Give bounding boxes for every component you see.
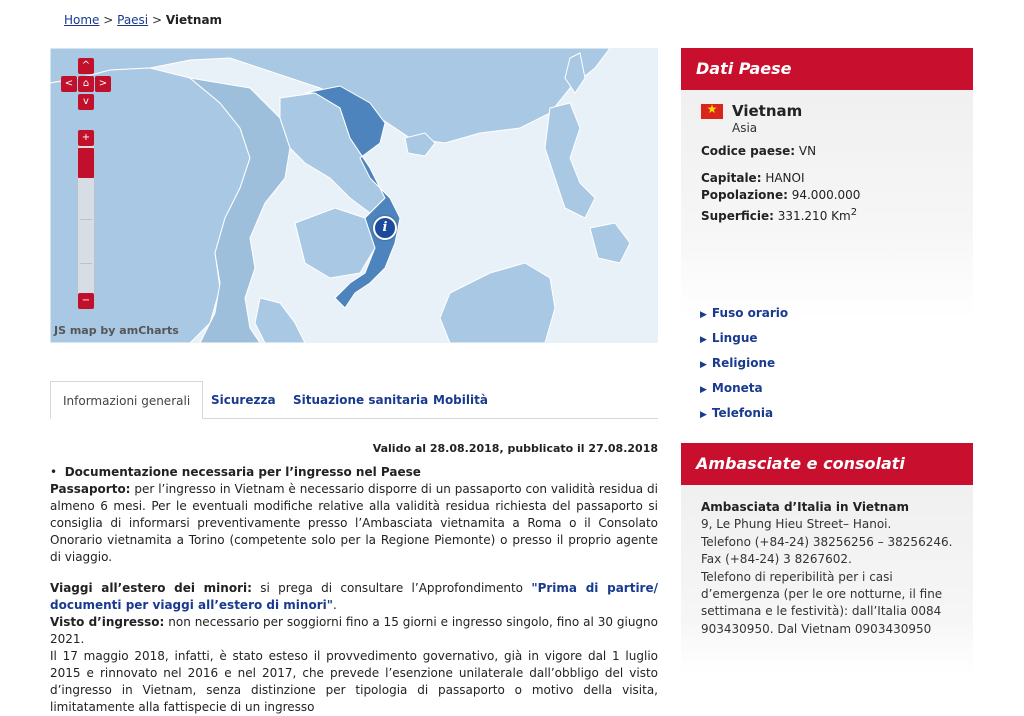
map-credit[interactable]: JS map by amCharts xyxy=(54,324,179,337)
triangle-right-icon: ▶ xyxy=(700,360,707,370)
map-region-cambodia xyxy=(295,208,375,278)
embassy-address: 9, Le Phung Hieu Street– Hanoi. xyxy=(701,517,892,532)
breadcrumb-paesi-link[interactable]: Paesi xyxy=(117,13,149,27)
map-home-button[interactable]: ⌂ xyxy=(78,76,94,92)
map-region-philippines-south xyxy=(590,223,630,263)
embassy-title: Ambasciate e consolati xyxy=(681,443,973,485)
link-label: Moneta xyxy=(711,381,763,395)
country-row xyxy=(701,102,953,120)
map-pan-left-button[interactable]: < xyxy=(61,76,77,92)
embassy-emergency: Telefono di reperibilità per i casi d’emergenza (per le ore notturne, il fine settimana e le festività): dall’Italia 0084 903430950. Dal Vietnam 0903430950 xyxy=(701,569,943,636)
map-region-borneo xyxy=(440,263,555,343)
country-code-label: Codice paese: xyxy=(701,144,796,158)
population-value: 94.000.000 xyxy=(787,188,861,202)
tab-informazioni-generali[interactable]: Informazioni generali xyxy=(50,381,203,419)
visa-paragraph xyxy=(50,614,658,648)
area-unit-sup: 2 xyxy=(850,207,858,218)
link-moneta[interactable] xyxy=(700,377,788,402)
minors-label: Viaggi all’estero dei minori: xyxy=(50,581,252,595)
minors-link[interactable]: "Prima di partire/ documenti per viaggi all’estero di minori" xyxy=(50,581,658,612)
map-region-philippines xyxy=(545,103,595,218)
main-content xyxy=(50,464,658,716)
triangle-right-icon: ▶ xyxy=(700,410,707,420)
minors-end: . xyxy=(332,598,337,612)
map-info-marker[interactable]: i xyxy=(373,216,397,240)
link-label: Lingue xyxy=(711,331,758,345)
bullet-icon: • xyxy=(50,465,65,479)
country-data-title: Dati Paese xyxy=(681,48,973,90)
link-lingue[interactable] xyxy=(700,327,788,352)
validity-date: Valido al 28.08.2018, pubblicato il 27.08.2018 xyxy=(372,442,658,455)
map-zoom-in-button[interactable]: + xyxy=(78,130,94,146)
breadcrumb-separator: > xyxy=(99,13,118,27)
visa-label: Visto d’ingresso: xyxy=(50,615,165,629)
embassy-body xyxy=(681,485,973,675)
map-zoom-out-button[interactable]: − xyxy=(78,293,94,309)
embassy-fax: Fax (+84-24) 3 8267602. xyxy=(701,552,852,567)
map-svg xyxy=(50,48,658,343)
population xyxy=(701,187,953,204)
zoom-tick xyxy=(80,219,92,220)
zoom-tick xyxy=(80,263,92,264)
capital xyxy=(701,170,953,187)
area xyxy=(701,204,953,225)
capital-label: Capitale: xyxy=(701,171,762,185)
map-pan-up-button[interactable]: ^ xyxy=(78,58,94,74)
country-data-body xyxy=(681,90,973,318)
minors-text: si prega di consultare l’Approfondimento xyxy=(251,581,532,595)
country-links xyxy=(700,302,788,427)
breadcrumb-current: Vietnam xyxy=(165,13,223,27)
breadcrumb-home-link[interactable]: Home xyxy=(64,13,100,27)
area-value: 331.210 Km xyxy=(773,209,851,223)
section-heading xyxy=(50,464,658,481)
embassy-panel xyxy=(681,443,973,675)
triangle-right-icon: ▶ xyxy=(700,310,707,320)
section-title: Documentazione necessaria per l’ingresso nel Paese xyxy=(64,465,421,479)
country-name: Vietnam xyxy=(732,102,803,120)
link-label: Religione xyxy=(711,356,776,370)
map-pan-right-button[interactable]: > xyxy=(95,76,111,92)
visa-detail-paragraph: Il 17 maggio 2018, infatti, è stato esteso il provvedimento governativo, già in vigore dal 1 luglio 2015 e rinnovato nel 2016 e nel 2017, che prevede l’esenzione unilaterale dall’obbligo del visto d’ingresso in Vietnam, senza distinzione per tipologia di passaporto o motivo della visita, limitatamente alla fattispecie di un ingresso xyxy=(50,649,658,714)
country-map[interactable] xyxy=(50,48,658,343)
tab-situazione-sanitaria[interactable]: Situazione sanitaria xyxy=(293,393,429,407)
area-label: Superficie: xyxy=(701,209,774,223)
breadcrumb-separator: > xyxy=(148,13,166,27)
link-telefonia[interactable] xyxy=(700,402,788,427)
capital-value: HANOI xyxy=(761,171,805,185)
link-label: Fuso orario xyxy=(711,306,789,320)
triangle-right-icon: ▶ xyxy=(700,385,707,395)
link-label: Telefonia xyxy=(711,406,774,420)
passport-text: per l’ingresso in Vietnam è necessario disporre di un passaporto con validità residua di almeno 6 mesi. Per le eventuali modifiche relative alla validità residua richiesta del passaporto si consiglia di informarsi preventivamente presso l’Ambasciata vietnamita a Roma o il Consolato Onorario vietnamita a Torino (competente solo per la Regione Piemonte) o presso il proprio agente di viaggio. xyxy=(50,482,658,564)
link-religione[interactable] xyxy=(700,352,788,377)
minors-paragraph xyxy=(50,580,658,614)
continent: Asia xyxy=(732,121,758,135)
triangle-right-icon: ▶ xyxy=(700,335,707,345)
tab-mobilita[interactable]: Mobilità xyxy=(433,393,488,407)
country-data-panel xyxy=(681,48,973,318)
country-code-value: VN xyxy=(795,144,817,158)
link-fuso-orario[interactable] xyxy=(700,302,788,327)
passport-label: Passaporto: xyxy=(50,482,131,496)
passport-paragraph xyxy=(50,481,658,566)
breadcrumb xyxy=(64,13,222,27)
country-code xyxy=(701,143,953,160)
vietnam-flag-icon xyxy=(701,104,723,119)
info-tabs xyxy=(50,381,658,419)
embassy-name: Ambasciata d’Italia in Vietnam xyxy=(701,500,909,514)
embassy-phone: Telefono (+84-24) 38256256 – 38256246. xyxy=(701,534,953,549)
visa-text: non necessario per soggiorni fino a 15 giorni e ingresso singolo, fino al 30 giugno 2021. xyxy=(50,615,658,646)
population-label: Popolazione: xyxy=(701,188,788,202)
tab-sicurezza[interactable]: Sicurezza xyxy=(211,393,276,407)
map-region-malaysia xyxy=(255,298,305,343)
map-zoom-handle[interactable] xyxy=(78,148,94,178)
map-pan-down-button[interactable]: v xyxy=(78,94,94,110)
